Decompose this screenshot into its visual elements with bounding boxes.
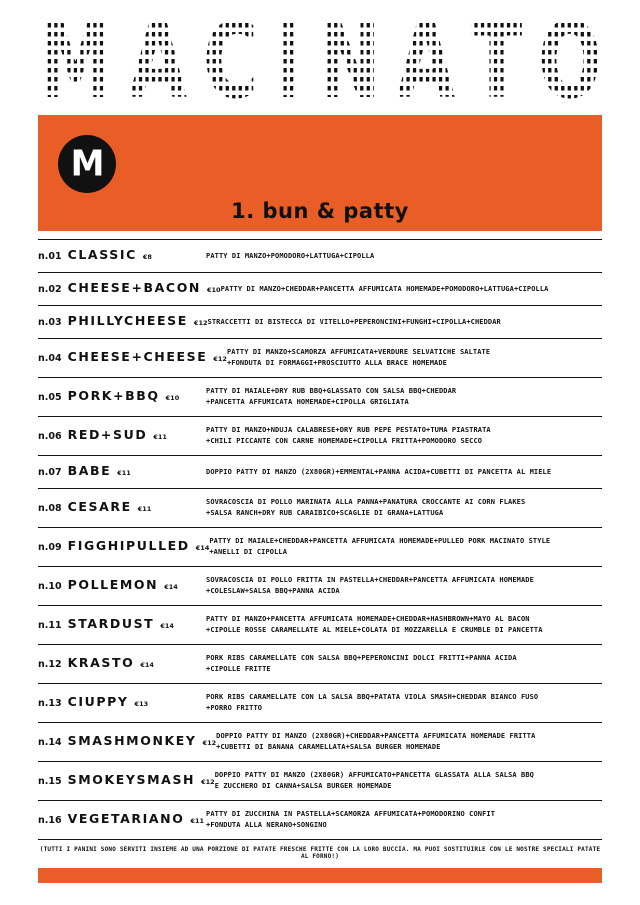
menu-row — [38, 528, 602, 567]
masthead-title — [38, 10, 602, 108]
item-title-cell — [38, 617, 206, 633]
item-description — [208, 317, 603, 328]
item-price: €14 — [195, 544, 210, 552]
item-name: CHEESE+CHEESE — [67, 349, 208, 364]
logo-m-letter: M — [70, 143, 104, 185]
item-title-cell — [38, 350, 227, 366]
menu-row — [38, 417, 602, 456]
description-line: STRACCETTI DI BISTECCA DI VITELLO+PEPERONCINI+FUNGHI+CIPOLLA+CHEDDAR — [207, 317, 501, 326]
item-price: €8 — [142, 253, 152, 261]
footer-note: (TUTTI I PANINI SONO SERVITI INSIEME AD UNA PORZIONE DI PATATE FRESCHE FRITTE CON LA LORO BUCCIA. MA PUOI SOSTITUIRLE CON LE NOSTRE SPECIALI PATATE AL FORNO!) — [39, 846, 601, 860]
item-number: n.10 — [38, 581, 62, 592]
description-line: PATTY DI MAIALE+CHEDDAR+PANCETTA AFFUMICATA HOMEMADE+PULLED PORK MACINATO STYLE — [209, 537, 551, 545]
item-title-cell — [38, 428, 206, 444]
section-heading: 1. bun & patty — [231, 199, 409, 223]
item-price: €11 — [190, 817, 205, 825]
item-number: n.08 — [38, 503, 62, 514]
item-price: €14 — [164, 583, 178, 591]
description-line: PATTY DI MANZO+NDUJA CALABRESE+DRY RUB PEPE PESTATO+TUMA PIASTRATA — [206, 426, 491, 434]
item-title-cell — [38, 500, 206, 516]
item-description — [206, 251, 602, 262]
item-price: €12 — [193, 319, 208, 327]
item-description — [216, 731, 602, 753]
title-letter: I — [273, 10, 302, 108]
item-description — [206, 467, 602, 478]
item-price: €10 — [165, 394, 180, 402]
description-line: PATTY DI MANZO+POMODORO+LATTUGA+CIPOLLA — [206, 251, 375, 260]
item-price: €11 — [137, 505, 152, 513]
item-name: BABE — [67, 463, 112, 478]
item-number: n.15 — [38, 776, 62, 787]
description-line: DOPPIO PATTY DI MANZO (2X80GR) AFFUMICATO+PANCETTA GLASSATA ALLA SALSA BBQ — [214, 771, 534, 779]
item-price: €12 — [202, 739, 217, 747]
bottom-orange-bar — [38, 868, 602, 883]
item-number: n.05 — [38, 392, 62, 403]
description-line: +FONDUTA DI FORMAGGI+PROSCIUTTO ALLA BRACE HOMEMADE — [226, 359, 448, 367]
item-description — [206, 386, 602, 408]
description-line: +CHILI PICCANTE CON CARNE HOMEMADE+CIPOLLA FRITTA+POMODORO SECCO — [206, 437, 483, 445]
item-name: POLLEMON — [67, 577, 159, 592]
item-name: CESARE — [67, 499, 132, 514]
description-line: DOPPIO PATTY DI MANZO (2X80GR)+EMMENTAL+PANNA ACIDA+CUBETTI DI PANCETTA AL MIELE — [206, 467, 552, 476]
menu-table — [38, 239, 602, 840]
description-line: +FONDUTA ALLA NERANO+SONGINO — [206, 821, 327, 829]
menu-row — [38, 273, 602, 306]
orange-header-band — [38, 115, 602, 231]
description-line: +CUBETTI DI BANANA CARAMELLATA+SALSA BURGER HOMEMADE — [216, 743, 441, 751]
brand-logo — [58, 135, 116, 193]
description-line: PORK RIBS CARAMELLATE CON SALSA BBQ+PEPERONCINI DOLCI FRITTI+PANNA ACIDA — [206, 654, 517, 662]
item-number: n.16 — [38, 815, 62, 826]
item-name: RED+SUD — [67, 427, 148, 442]
item-name: CHEESE+BACON — [67, 280, 201, 295]
item-number: n.06 — [38, 431, 62, 442]
menu-row — [38, 567, 602, 606]
title-letter: O — [538, 10, 602, 108]
item-number: n.04 — [38, 353, 62, 364]
description-line: +COLESLAW+SALSA BBQ+PANNA ACIDA — [206, 587, 340, 595]
item-description — [206, 425, 602, 447]
menu-row — [38, 684, 602, 723]
item-name: CLASSIC — [67, 247, 137, 262]
item-name: FIGGHIPULLED — [67, 538, 190, 553]
item-number: n.01 — [38, 251, 62, 262]
item-price: €11 — [153, 433, 167, 441]
item-title-cell — [38, 695, 206, 711]
item-number: n.12 — [38, 659, 62, 670]
description-line: PATTY DI ZUCCHINA IN PASTELLA+SCAMORZA AFFUMICATA+POMODORINO CONFIT — [206, 810, 496, 818]
menu-row — [38, 456, 602, 489]
item-name: KRASTO — [67, 655, 135, 670]
description-line: +SALSA RANCH+DRY RUB CARAIBICO+SCAGLIE DI GRANA+LATTUGA — [206, 509, 444, 517]
title-letter: A — [128, 10, 187, 108]
item-description — [209, 536, 602, 558]
description-line: DOPPIO PATTY DI MANZO (2X80GR)+CHEDDAR+PANCETTA AFFUMICATA HOMEMADE FRITTA — [216, 732, 536, 740]
menu-row — [38, 723, 602, 762]
menu-row — [38, 762, 602, 801]
menu-row — [38, 306, 602, 339]
item-title-cell — [38, 539, 209, 555]
item-description — [215, 770, 602, 792]
title-letter: T — [470, 10, 523, 108]
item-price: €13 — [134, 700, 149, 708]
item-title-cell — [38, 314, 208, 330]
description-line: PATTY DI MANZO+SCAMORZA AFFUMICATA+VERDURE SELVATICHE SALTATE — [226, 348, 491, 356]
item-title-cell — [38, 389, 206, 405]
item-name: STARDUST — [67, 616, 155, 631]
item-name: SMOKEYSMASH — [67, 772, 196, 787]
description-line: PATTY DI MANZO+CHEDDAR+PANCETTA AFFUMICATA HOMEMADE+POMODORO+LATTUGA+CIPOLLA — [220, 284, 549, 293]
description-line: +CIPOLLE ROSSE CARAMELLATE AL MIELE+COLATA DI MOZZARELLA E CRUMBLE DI PANCETTA — [206, 626, 543, 634]
item-number: n.14 — [38, 737, 62, 748]
item-name: CIUPPY — [67, 694, 129, 709]
item-description — [227, 347, 602, 369]
item-price: €14 — [160, 622, 174, 630]
item-price: €14 — [140, 661, 154, 669]
item-number: n.02 — [38, 284, 62, 295]
item-name: PHILLYCHEESE — [67, 313, 188, 328]
item-title-cell — [38, 734, 216, 750]
item-title-cell — [38, 248, 206, 264]
item-number: n.13 — [38, 698, 62, 709]
item-number: n.09 — [38, 542, 62, 553]
item-price: €10 — [206, 286, 221, 294]
item-description — [206, 497, 602, 519]
description-line: PORK RIBS CARAMELLATE CON LA SALSA BBQ+PATATA VIOLA SMASH+CHEDDAR BIANCO FUSO — [206, 693, 539, 701]
description-line: +PANCETTA AFFUMICATA HOMEMADE+CIPOLLA GRIGLIATA — [206, 398, 409, 406]
title-letter: C — [202, 10, 259, 108]
description-line: +ANELLI DI CIPOLLA — [209, 548, 288, 556]
item-number: n.07 — [38, 467, 62, 478]
title-letter: M — [38, 10, 113, 108]
item-title-cell — [38, 464, 206, 480]
item-name: PORK+BBQ — [67, 388, 160, 403]
description-line: SOVRACOSCIA DI POLLO MARINATA ALLA PANNA+PANATURA CROCCANTE AI CORN FLAKES — [206, 498, 526, 506]
item-name: VEGETARIANO — [67, 811, 185, 826]
menu-row — [38, 489, 602, 528]
item-price: €11 — [117, 469, 131, 477]
menu-row — [38, 645, 602, 684]
item-description — [206, 575, 602, 597]
item-description — [206, 614, 602, 636]
item-description — [206, 809, 602, 831]
item-title-cell — [38, 578, 206, 594]
description-line: +PORRO FRITTO — [206, 704, 263, 712]
description-line: PATTY DI MAIALE+DRY RUB BBQ+GLASSATO CON SALSA BBQ+CHEDDAR — [206, 387, 457, 395]
item-description — [206, 653, 602, 675]
item-title-cell — [38, 773, 215, 789]
description-line: E ZUCCHERO DI CANNA+SALSA BURGER HOMEMADE — [214, 782, 392, 790]
item-title-cell — [38, 812, 206, 828]
item-title-cell — [38, 656, 206, 672]
item-description — [221, 284, 602, 295]
menu-row — [38, 801, 602, 840]
menu-row — [38, 240, 602, 273]
menu-row — [38, 606, 602, 645]
item-name: SMASHMONKEY — [67, 733, 197, 748]
description-line: SOVRACOSCIA DI POLLO FRITTA IN PASTELLA+CHEDDAR+PANCETTA AFFUMICATA HOMEMADE — [206, 576, 534, 584]
item-price: €12 — [213, 355, 227, 363]
item-description — [206, 692, 602, 714]
description-line: PATTY DI MANZO+PANCETTA AFFUMICATA HOMEMADE+CHEDDAR+HASHBROWN+MAYO AL BACON — [206, 615, 530, 623]
menu-row — [38, 378, 602, 417]
item-title-cell — [38, 281, 221, 297]
description-line: +CIPOLLE FRITTE — [206, 665, 271, 673]
item-number: n.11 — [38, 620, 62, 631]
menu-row — [38, 339, 602, 378]
item-number: n.03 — [38, 317, 62, 328]
title-letter: N — [317, 10, 381, 108]
item-price: €12 — [201, 778, 215, 786]
masthead-letters — [38, 10, 602, 108]
title-letter: A — [396, 10, 455, 108]
